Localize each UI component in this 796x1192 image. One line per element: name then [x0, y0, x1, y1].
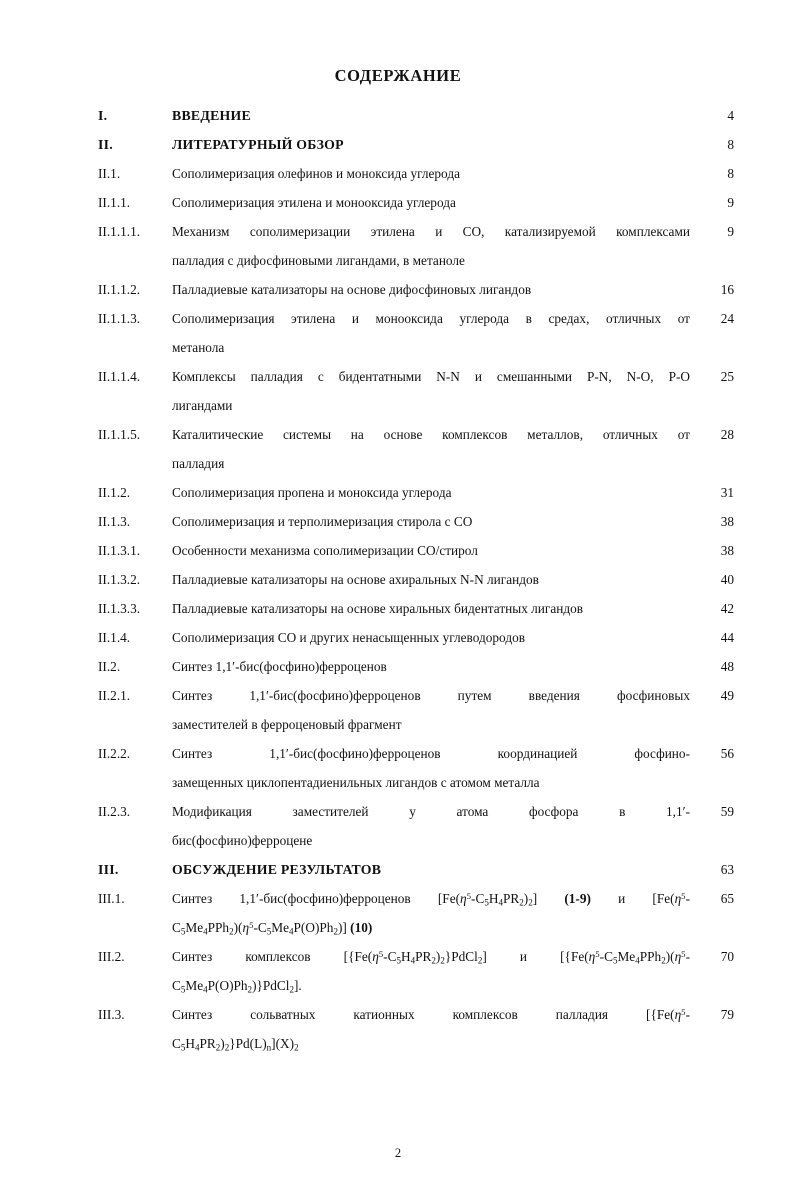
toc-entry-number: III.2. [98, 949, 125, 964]
toc-entry-label[interactable]: Палладиевые катализаторы на основе ахиральных N-N лигандов [172, 572, 539, 587]
formula-line: $C_5H_4PR_2)_2\}Pd(L)_n](X)_2$ [172, 1036, 299, 1053]
toc-entry-page: 24 [720, 311, 734, 326]
toc-entry[interactable] [98, 942, 734, 1000]
formula-line: Синтез сольватных катионных комплексов палладия [{$Fe(\eta^5-$ [172, 1007, 690, 1022]
formula-line: Синтез 1,1′-бис(фосфино)ферроценов $[Fe(\eta^5-C_5H_4PR_2)_2]$ (1-9) и [$Fe(\eta^5-$ [172, 891, 690, 908]
toc-entry-number: II.1. [98, 166, 121, 181]
formula-line: $C_5Me_4PPh_2)(\eta^5-C_5Me_4P(O)Ph_2)$] (10) [172, 920, 373, 937]
toc-entry[interactable] [98, 507, 734, 536]
toc-entry-label[interactable]: Особенности механизма сополимеризации СО/стирол [172, 543, 478, 558]
toc-entry[interactable] [98, 623, 734, 652]
toc-entry-number: III.1. [98, 891, 125, 906]
toc-entry-page: 65 [720, 891, 734, 906]
toc-entry-label[interactable]: Синтез 1,1′-бис(фосфино)ферроценов [172, 659, 387, 674]
toc-entry-number: II.2. [98, 659, 121, 674]
toc-entry-number: II.1.1.4. [98, 369, 141, 384]
toc-entry-label[interactable]: Сополимеризация СО и других ненасыщенных углеводородов [172, 630, 526, 645]
page-title: СОДЕРЖАНИЕ [334, 66, 462, 85]
toc-entry-number: II.2.2. [98, 746, 131, 761]
toc-entry-page: 63 [720, 862, 734, 877]
toc-entry-page: 8 [727, 166, 734, 181]
toc-entry-number: II. [98, 137, 113, 152]
toc-entry-label[interactable]: Сополимеризация пропена и моноксида углерода [172, 485, 452, 500]
toc-entry[interactable] [98, 536, 734, 565]
toc-entry-number: II.1.1.2. [98, 282, 141, 297]
toc-entry-number: II.1.1. [98, 195, 131, 210]
toc-entry-label[interactable]: Палладиевые катализаторы на основе хиральных бидентатных лигандов [172, 601, 584, 616]
toc-entry-page: 8 [727, 137, 734, 152]
toc-entry[interactable] [98, 739, 734, 797]
toc-entry[interactable] [98, 1000, 734, 1058]
toc-entry-number: II.2.3. [98, 804, 131, 819]
toc-entry[interactable] [98, 478, 734, 507]
toc-entry-page: 31 [720, 485, 734, 500]
toc-entry-label[interactable]: Синтез 1,1′-бис(фосфино)ферроценов координацией фосфино- замещенных циклопентадиенильных лигандов с атомом металла [172, 746, 690, 790]
toc-entry[interactable] [98, 797, 734, 855]
toc-entry-page: 44 [720, 630, 734, 645]
toc-entry-label[interactable]: ЛИТЕРАТУРНЫЙ ОБЗОР [172, 137, 344, 152]
page-folio: 2 [394, 1146, 402, 1160]
toc-entry-label[interactable] [172, 1000, 700, 1058]
toc-entry-number: II.1.2. [98, 485, 131, 500]
toc-entry[interactable] [98, 420, 734, 478]
toc-entry-label[interactable]: Палладиевые катализаторы на основе дифосфиновых лигандов [172, 282, 532, 297]
toc-entry[interactable] [98, 652, 734, 681]
toc-entry-number: I. [98, 108, 108, 123]
toc-entry-label[interactable]: Модификация заместителей у атома фосфора в 1,1′- бис(фосфино)ферроцене [172, 804, 690, 848]
toc-entry[interactable] [98, 130, 734, 159]
toc-entry-number: II.1.1.1. [98, 224, 141, 239]
toc-entry-page: 40 [720, 572, 734, 587]
toc-entry[interactable] [98, 304, 734, 362]
toc-entry-label[interactable]: Сополимеризация этилена и монооксида углерода [172, 195, 456, 210]
toc-entry-page: 42 [720, 601, 734, 616]
toc-entry[interactable] [98, 594, 734, 623]
toc-entry-number: II.2.1. [98, 688, 131, 703]
toc-entry[interactable] [98, 362, 734, 420]
toc-entry-page: 59 [720, 804, 734, 819]
toc-entry-label[interactable]: Сополимеризация этилена и монооксида углерода в средах, отличных от метанола [172, 311, 690, 355]
toc-entry-page: 49 [720, 688, 734, 703]
toc-entry-number: II.1.3.3. [98, 601, 141, 616]
toc-entry-number: III. [98, 862, 119, 877]
toc-entry-label[interactable]: Механизм сополимеризации этилена и СО, катализируемой комплексами палладия с дифосфиновыми лигандами, в метаноле [172, 224, 690, 268]
toc-entry-number: II.1.3. [98, 514, 131, 529]
toc-entry[interactable] [98, 159, 734, 188]
formula-line: $C_5Me_4P(O)Ph_2)\}PdCl_2$]. [172, 978, 302, 995]
toc-entry[interactable] [98, 681, 734, 739]
toc-entry-number: II.1.3.2. [98, 572, 141, 587]
toc-entry-number: II.1.1.3. [98, 311, 141, 326]
toc-entry-page: 4 [727, 108, 734, 123]
toc-entry-number: II.1.1.5. [98, 427, 141, 442]
toc-entry-label[interactable] [172, 884, 700, 942]
toc-entry-page: 38 [720, 514, 734, 529]
toc-entry-page: 56 [720, 746, 734, 761]
toc-entry-page: 79 [720, 1007, 734, 1022]
toc-entry-label[interactable]: Сополимеризация олефинов и моноксида углерода [172, 166, 460, 181]
toc-entry-number: II.1.3.1. [98, 543, 141, 558]
toc-entry-label[interactable]: Каталитические системы на основе комплексов металлов, отличных от палладия [172, 427, 690, 471]
toc-entry-page: 16 [720, 282, 734, 297]
toc-entry-number: II.1.4. [98, 630, 131, 645]
toc-entry-page: 38 [720, 543, 734, 558]
toc-entry-page: 9 [727, 224, 734, 239]
toc-entry[interactable] [98, 884, 734, 942]
toc-entry-label[interactable] [172, 942, 700, 1000]
toc-entry[interactable] [98, 217, 734, 275]
toc-entry[interactable] [98, 275, 734, 304]
toc-entry-label[interactable]: Комплексы палладия с бидентатными N-N и смешанными P-N, N-O, P-O лигандами [172, 369, 690, 413]
toc-entry-page: 48 [720, 659, 734, 674]
table-of-contents [98, 101, 734, 1058]
toc-entry[interactable] [98, 565, 734, 594]
toc-entry-label[interactable]: ОБСУЖДЕНИЕ РЕЗУЛЬТАТОВ [172, 862, 382, 877]
toc-entry-page: 25 [720, 369, 734, 384]
formula-line: Синтез комплексов $[\{Fe(\eta^5-C_5H_4PR_2)_2\}PdCl_2]$ и [{$Fe(\eta^5-C_5Me_4PPh_2)(\eta^5-$ [172, 949, 690, 966]
toc-entry[interactable] [98, 101, 734, 130]
toc-entry-label[interactable]: Синтез 1,1′-бис(фосфино)ферроценов путем введения фосфиновых заместителей в ферроценовый фрагмент [172, 688, 690, 732]
toc-entry-number: III.3. [98, 1007, 125, 1022]
toc-entry-page: 28 [720, 427, 734, 442]
toc-entry-page: 9 [727, 195, 734, 210]
toc-entry-page: 70 [720, 949, 734, 964]
toc-entry-label[interactable]: ВВЕДЕНИЕ [172, 108, 251, 123]
toc-entry[interactable] [98, 855, 734, 884]
toc-entry-label[interactable]: Сополимеризация и терполимеризация стирола с СО [172, 514, 473, 529]
toc-entry[interactable] [98, 188, 734, 217]
